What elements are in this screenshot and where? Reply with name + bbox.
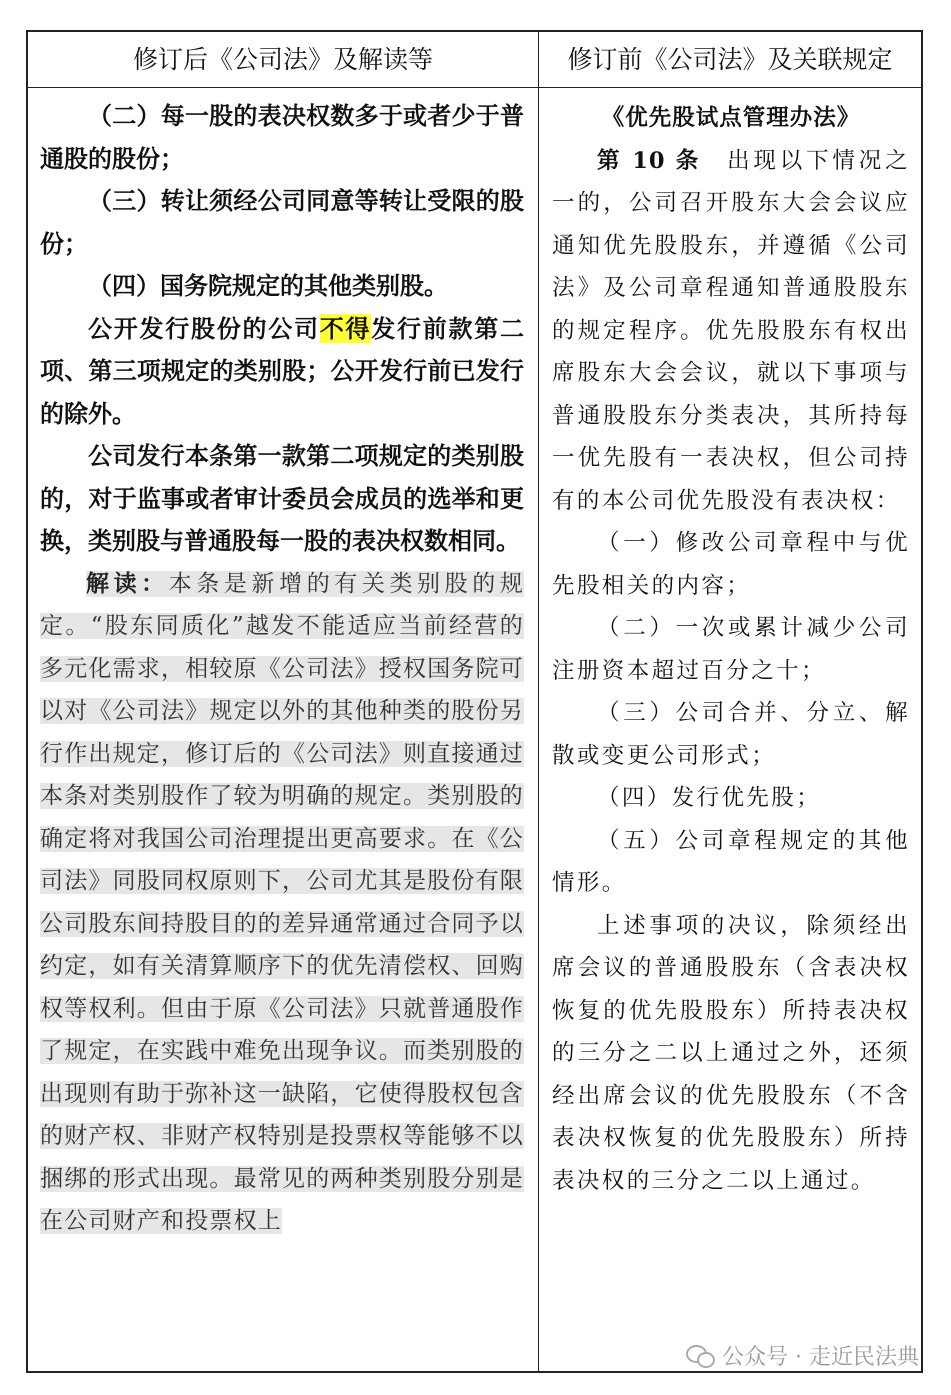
interpretation-label: 解读：: [86, 569, 169, 597]
right-item-2: （二）一次或累计减少公司注册资本超过百分之十；: [552, 615, 910, 684]
right-item-5: （五）公司章程规定的其他情形。: [552, 827, 910, 896]
left-column: [40, 87, 524, 1243]
interpretation-paragraph: [40, 563, 524, 1243]
column-divider: [538, 32, 539, 1371]
right-item-1: （一）修改公司章程中与优先股相关的内容；: [552, 530, 910, 599]
header-right: 修订前《公司法》及关联规定: [567, 45, 893, 74]
left-item-2: （二）每一股的表决权数多于或者少于普通股的股份；: [40, 101, 524, 173]
wechat-icon: [686, 1345, 716, 1367]
left-p4-before: 公开发行股份的公司: [88, 313, 320, 343]
left-paragraph-voting: 公司发行本条第一款第二项规定的类别股的，对于监事或者审计委员会成员的选举和更换，类别股与普通股每一股的表决权数相同。: [40, 441, 524, 555]
right-item-4: （四）发行优先股；: [597, 785, 822, 811]
right-column: [552, 87, 910, 1202]
regulation-title: 《优先股试点管理办法》: [601, 105, 861, 131]
left-paragraph-public-offer: [40, 308, 524, 436]
article-label: 第 10 条: [597, 147, 701, 174]
interpretation-text: 本条是新增的有关类别股的规定。“股东同质化”越发不能适应当前经营的多元化需求，相较原《公司法》授权国务院可以对《公司法》规定以外的其他种类的股份另行作出规定，修订后的《公司法》则直接通过本条对类别股作了较为明确的规定。类别股的确定将对我国公司治理提出更高要求。在《公司法》同股同权原则下，公司尤其是股份有限公司股东间持股目的的差异通常通过合同予以约定，如有关清算顺序下的优先清偿权、回购权等权利。但由于原《公司法》只就普通股作了规定，在实践中难免出现争议。而类别股的出现则有助于弥补这一缺陷，它使得股权包含的财产权、非财产权特别是投票权等能够不以捆绑的形式出现。最常见的两种类别股分别是在公司财产和投票权上: [40, 570, 524, 1234]
watermark: [686, 1340, 919, 1371]
right-paragraph-resolution: 上述事项的决议，除须经出席会议的普通股股东（含表决权恢复的优先股股东）所持表决权的三分之二以上通过之外，还须经出席会议的优先股股东（不含表决权恢复的优先股股东）所持表决权的三分之二以上通过。: [552, 912, 910, 1194]
right-item-3: （三）公司合并、分立、解散或变更公司形式；: [552, 700, 910, 769]
article-10: [552, 140, 910, 523]
watermark-text: 公众号 · 走近民法典: [722, 1345, 919, 1370]
left-p4-after: 发行前款第二项、第三项规定的类别股；公开发行前已发行的除外。: [40, 313, 524, 428]
highlighted-text: 不得: [319, 313, 372, 343]
left-item-3: （三）转让须经公司同意等转让受限的股份；: [40, 186, 524, 258]
left-item-4: （四）国务院规定的其他类别股。: [88, 271, 448, 300]
header-left: 修订后《公司法》及解读等: [132, 45, 433, 74]
article-text: 出现以下情况之一的，公司召开股东大会会议应通知优先股股东，并遵循《公司法》及公司章程通知普通股股东的规定程序。优先股股东有权出席股东大会会议，就以下事项与普通股股东分类表决，其所持每一优先股有一表决权，但公司持有的本公司优先股没有表决权：: [552, 147, 910, 514]
